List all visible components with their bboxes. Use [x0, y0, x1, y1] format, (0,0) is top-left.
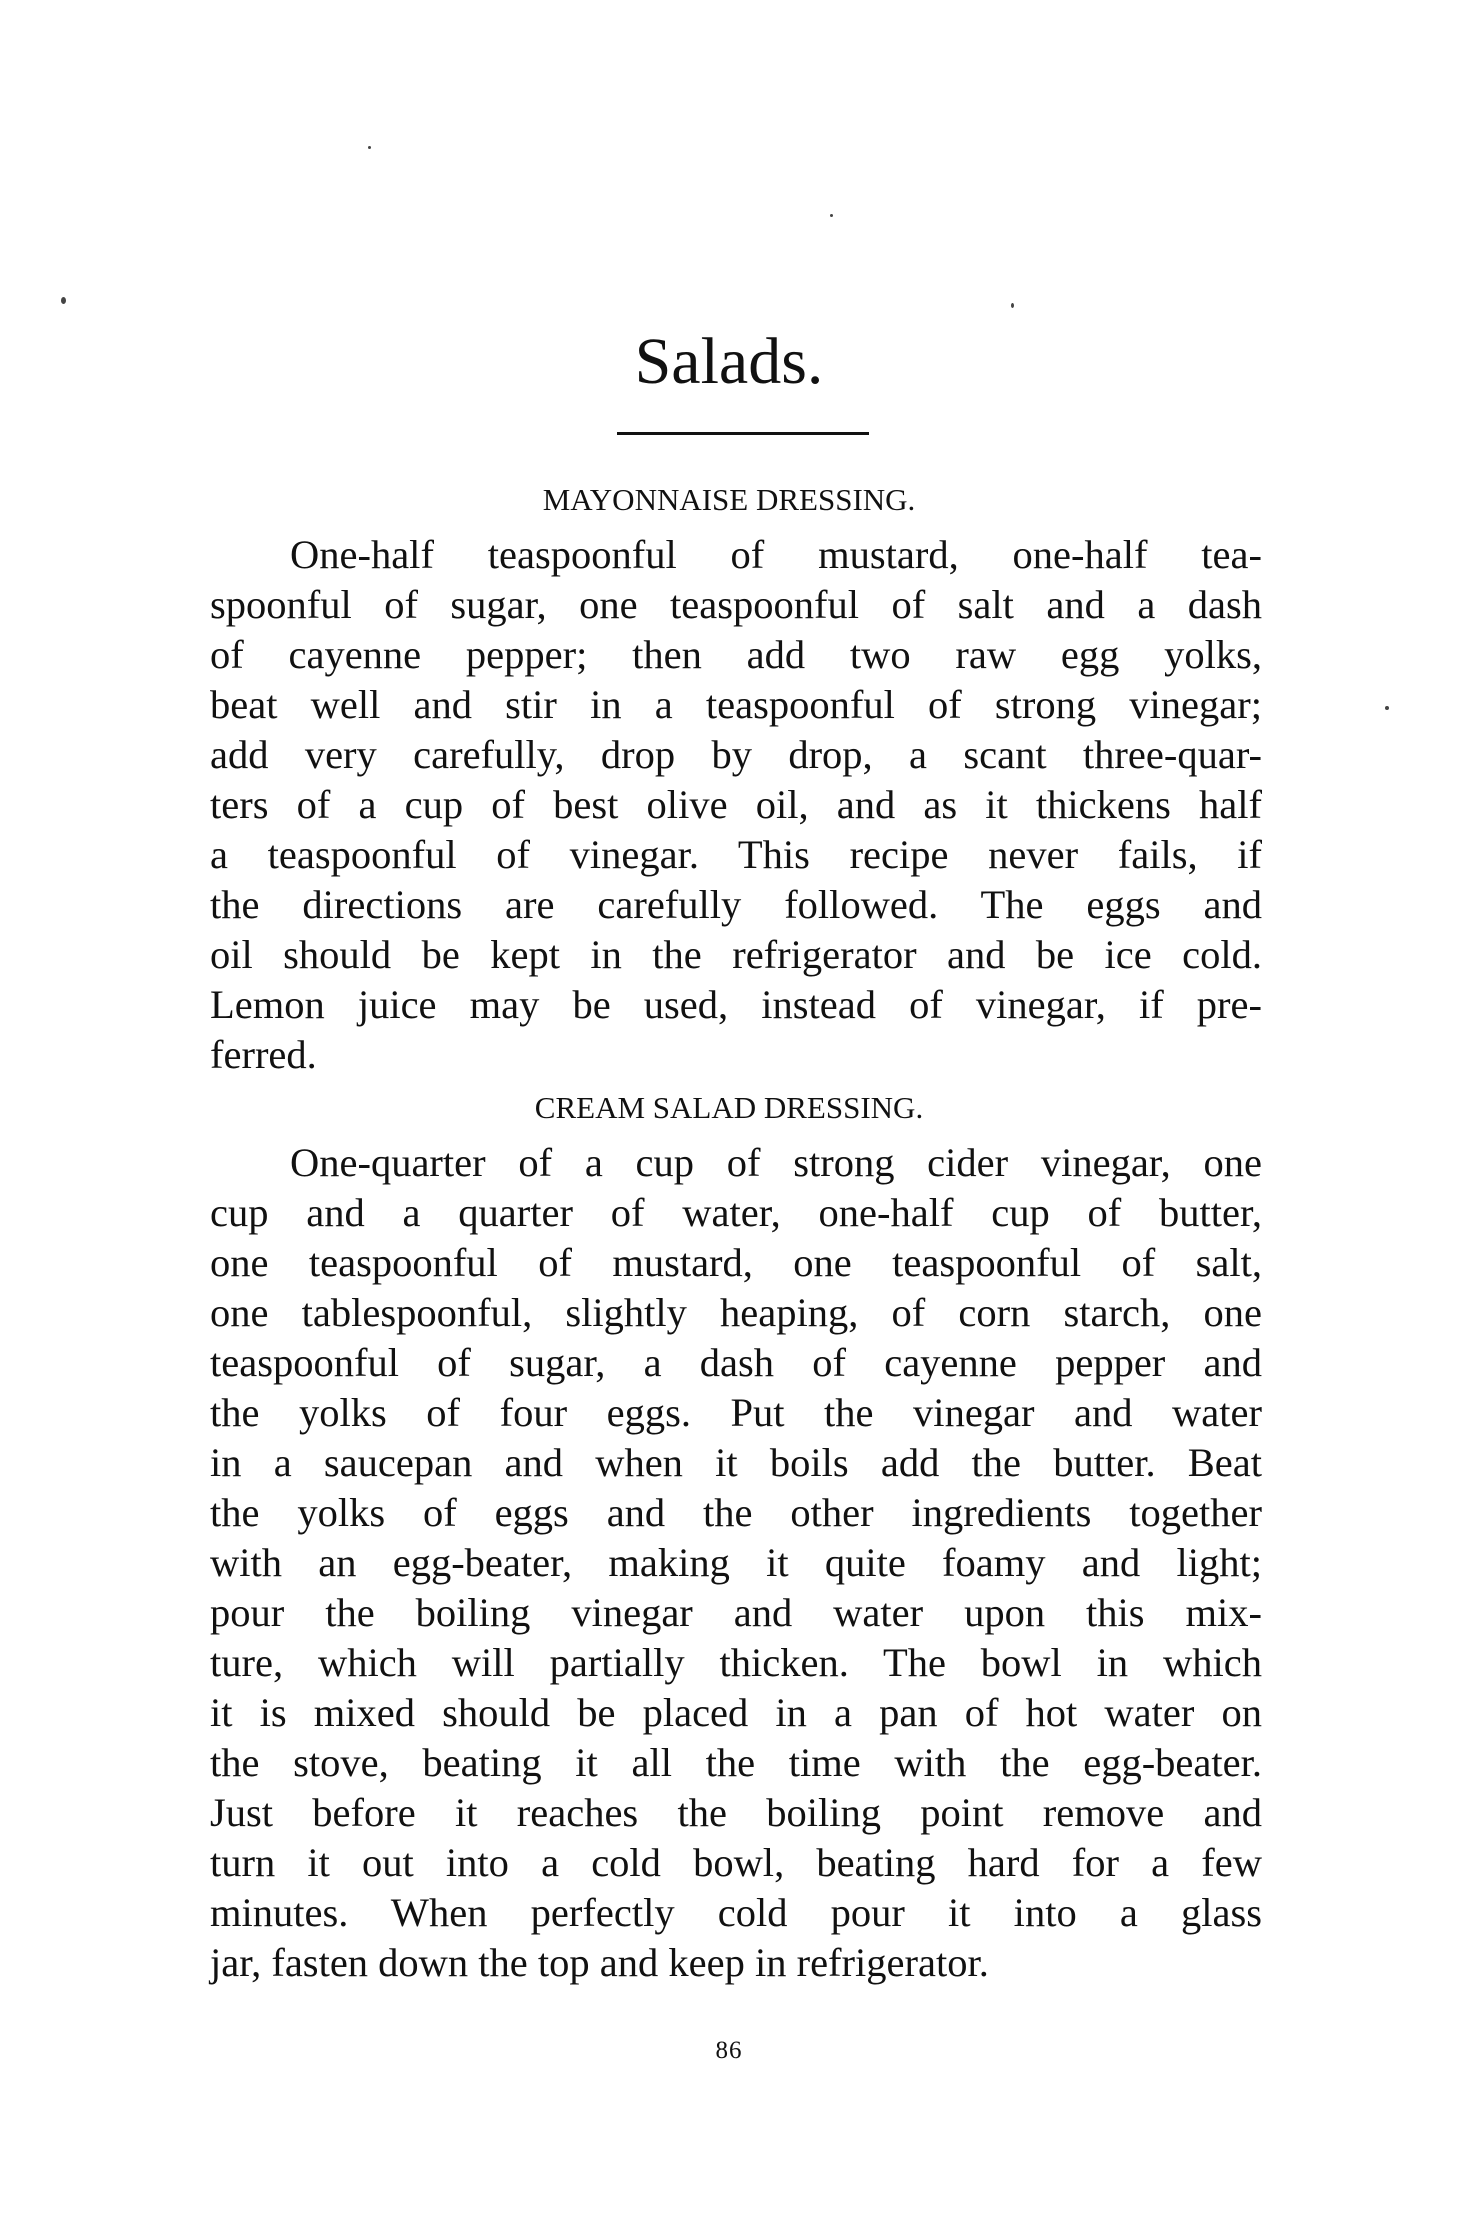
text-line: ture, which will partially thicken. The bowl in which — [210, 1640, 1262, 1685]
page-title: Salads. — [634, 325, 824, 398]
text-line: ferred. — [210, 1032, 317, 1077]
text-line: the yolks of four eggs. Put the vinegar and water — [210, 1390, 1262, 1435]
text-line: the directions are carefully followed. The eggs and — [210, 882, 1262, 927]
text-line: Just before it reaches the boiling point remove and — [210, 1790, 1262, 1835]
title-divider — [617, 432, 869, 435]
text-line: with an egg-beater, making it quite foamy and light; — [210, 1540, 1262, 1585]
text-line: oil should be kept in the refrigerator and be ice cold. — [210, 932, 1262, 977]
text-line: teaspoonful of sugar, a dash of cayenne pepper and — [210, 1340, 1262, 1385]
text-line: the stove, beating it all the time with the egg-beater. — [210, 1740, 1262, 1785]
text-line: Lemon juice may be used, instead of vinegar, if pre- — [210, 982, 1262, 1027]
page-number: 86 — [715, 2037, 743, 2064]
section-body-cream-salad — [210, 1138, 1262, 1988]
text-line: ters of a cup of best olive oil, and as it thickens half — [210, 782, 1262, 827]
text-line: pour the boiling vinegar and water upon this mix- — [210, 1590, 1262, 1635]
text-line: one teaspoonful of mustard, one teaspoonful of salt, — [210, 1240, 1262, 1285]
text-line: cup and a quarter of water, one-half cup of butter, — [210, 1190, 1262, 1235]
text-line: it is mixed should be placed in a pan of hot water on — [210, 1690, 1262, 1735]
text-line: turn it out into a cold bowl, beating hard for a few — [210, 1840, 1262, 1885]
text-line: beat well and stir in a teaspoonful of strong vinegar; — [210, 682, 1262, 727]
scan-speck — [61, 297, 66, 304]
scan-speck — [1011, 303, 1014, 308]
text-line: a teaspoonful of vinegar. This recipe never fails, if — [210, 832, 1262, 877]
section-body-mayonnaise — [210, 530, 1262, 1080]
text-line: One-half teaspoonful of mustard, one-half tea- — [290, 532, 1262, 577]
section-heading-cream-salad: CREAM SALAD DRESSING. — [534, 1090, 924, 1125]
text-line: minutes. When perfectly cold pour it into a glass — [210, 1890, 1262, 1935]
text-line: add very carefully, drop by drop, a scant three-quar- — [210, 732, 1262, 777]
scan-speck — [368, 146, 371, 149]
text-line: of cayenne pepper; then add two raw egg yolks, — [210, 632, 1262, 677]
text-line: the yolks of eggs and the other ingredients together — [210, 1490, 1262, 1535]
section-heading-mayonnaise: MAYONNAISE DRESSING. — [542, 482, 916, 517]
scan-speck — [830, 214, 833, 217]
text-line: jar, fasten down the top and keep in refrigerator. — [210, 1940, 989, 1985]
scan-speck — [1385, 706, 1389, 710]
text-line: in a saucepan and when it boils add the butter. Beat — [210, 1440, 1262, 1485]
text-line: One-quarter of a cup of strong cider vinegar, one — [290, 1140, 1262, 1185]
text-line: one tablespoonful, slightly heaping, of corn starch, one — [210, 1290, 1262, 1335]
text-line: spoonful of sugar, one teaspoonful of salt and a dash — [210, 582, 1262, 627]
